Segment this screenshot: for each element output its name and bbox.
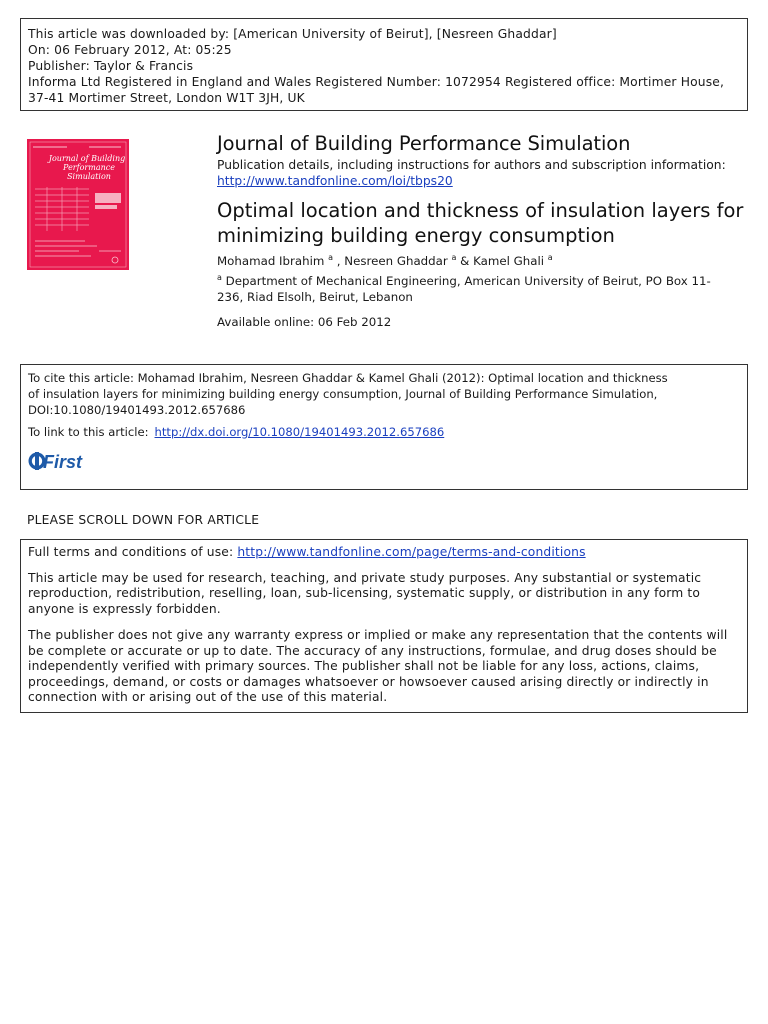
author-conjunction: & — [460, 254, 470, 268]
author-separator: , — [336, 254, 341, 268]
terms-link[interactable]: http://www.tandfonline.com/page/terms-and-conditions — [237, 545, 586, 559]
article-title: Optimal location and thickness of insulation layers for minimizing building energy consumption — [217, 199, 744, 247]
scroll-down-notice: PLEASE SCROLL DOWN FOR ARTICLE — [27, 513, 260, 527]
author-name: Kamel Ghali — [473, 254, 545, 268]
affiliation-mark: a — [328, 253, 334, 262]
journal-cover-image — [27, 139, 129, 270]
affiliation — [217, 270, 737, 305]
article-link-label: To link to this article: — [28, 425, 149, 439]
terms-paragraph: This article may be used for research, teaching, and private study purposes. Any substantial or systematic reproduction, redistribution, reselling, loan, sub-licensing, systematic supply, or distribution in any form to anyone is expressly forbidden. — [28, 570, 702, 616]
ifirst-logo-text: First — [43, 452, 83, 472]
citation-text: To cite this article: Mohamad Ibrahim, Nesreen Ghaddar & Kamel Ghali (2012): Optimal location and thickness of insulation layers for minimizing building energy consumption, Journal of Building Performance Simulation, DOI:10.1080/19401493.2012.657686 — [28, 371, 668, 417]
article-link-line — [28, 424, 740, 440]
publisher-line: Publisher: Taylor & Francis — [28, 59, 194, 73]
cover-title-line1: Journal of Building — [48, 154, 126, 163]
affiliation-mark: a — [451, 253, 457, 262]
download-date: On: 06 February 2012, At: 05:25 — [28, 43, 232, 57]
affiliation-mark: a — [217, 273, 222, 282]
author-name: Nesreen Ghaddar — [344, 254, 448, 268]
registration-line: Informa Ltd Registered in England and Wales Registered Number: 1072954 Registered office: Mortimer House, — [28, 75, 725, 89]
journal-url-link[interactable]: http://www.tandfonline.com/loi/tbps20 — [217, 174, 453, 188]
cover-title-line2: Performance — [63, 163, 115, 172]
author-name: Mohamad Ibrahim — [217, 254, 325, 268]
citation-box — [20, 364, 748, 490]
article-doi-link[interactable]: http://dx.doi.org/10.1080/19401493.2012.657686 — [154, 425, 445, 439]
terms-label: Full terms and conditions of use: — [28, 545, 234, 559]
terms-line — [28, 545, 739, 561]
terms-box — [20, 539, 748, 713]
disclaimer-paragraph: The publisher does not give any warranty express or implied or make any representation that the contents will be complete or accurate or up to date. The accuracy of any instructions, formulae, and drug doses should be independently verified with primary sources. The publisher shall not be liable for any loss, actions, claims, proceedings, demand, or costs or damages whatsoever or howsoever caused arising directly or indirectly in connection with or arising out of the use of this material. — [28, 628, 728, 704]
address-line: 37-41 Mortimer Street, London W1T 3JH, UK — [28, 91, 305, 105]
cover-title-line3: Simulation — [67, 172, 111, 181]
download-line: This article was downloaded by: [American University of Beirut], [Nesreen Ghaddar] — [28, 27, 557, 41]
author-list — [217, 250, 553, 269]
affiliation-text: Department of Mechanical Engineering, American University of Beirut, PO Box 11-236, Riad Elsolh, Beirut, Lebanon — [217, 274, 711, 304]
publication-details: Publication details, including instructions for authors and subscription information: — [217, 158, 726, 172]
journal-title: Journal of Building Performance Simulation — [217, 132, 631, 155]
affiliation-mark: a — [547, 253, 553, 262]
download-notice-box — [20, 18, 748, 111]
ifirst-logo-mark — [28, 450, 92, 472]
available-online-date: Available online: 06 Feb 2012 — [217, 315, 392, 329]
ifirst-logo — [28, 450, 740, 472]
